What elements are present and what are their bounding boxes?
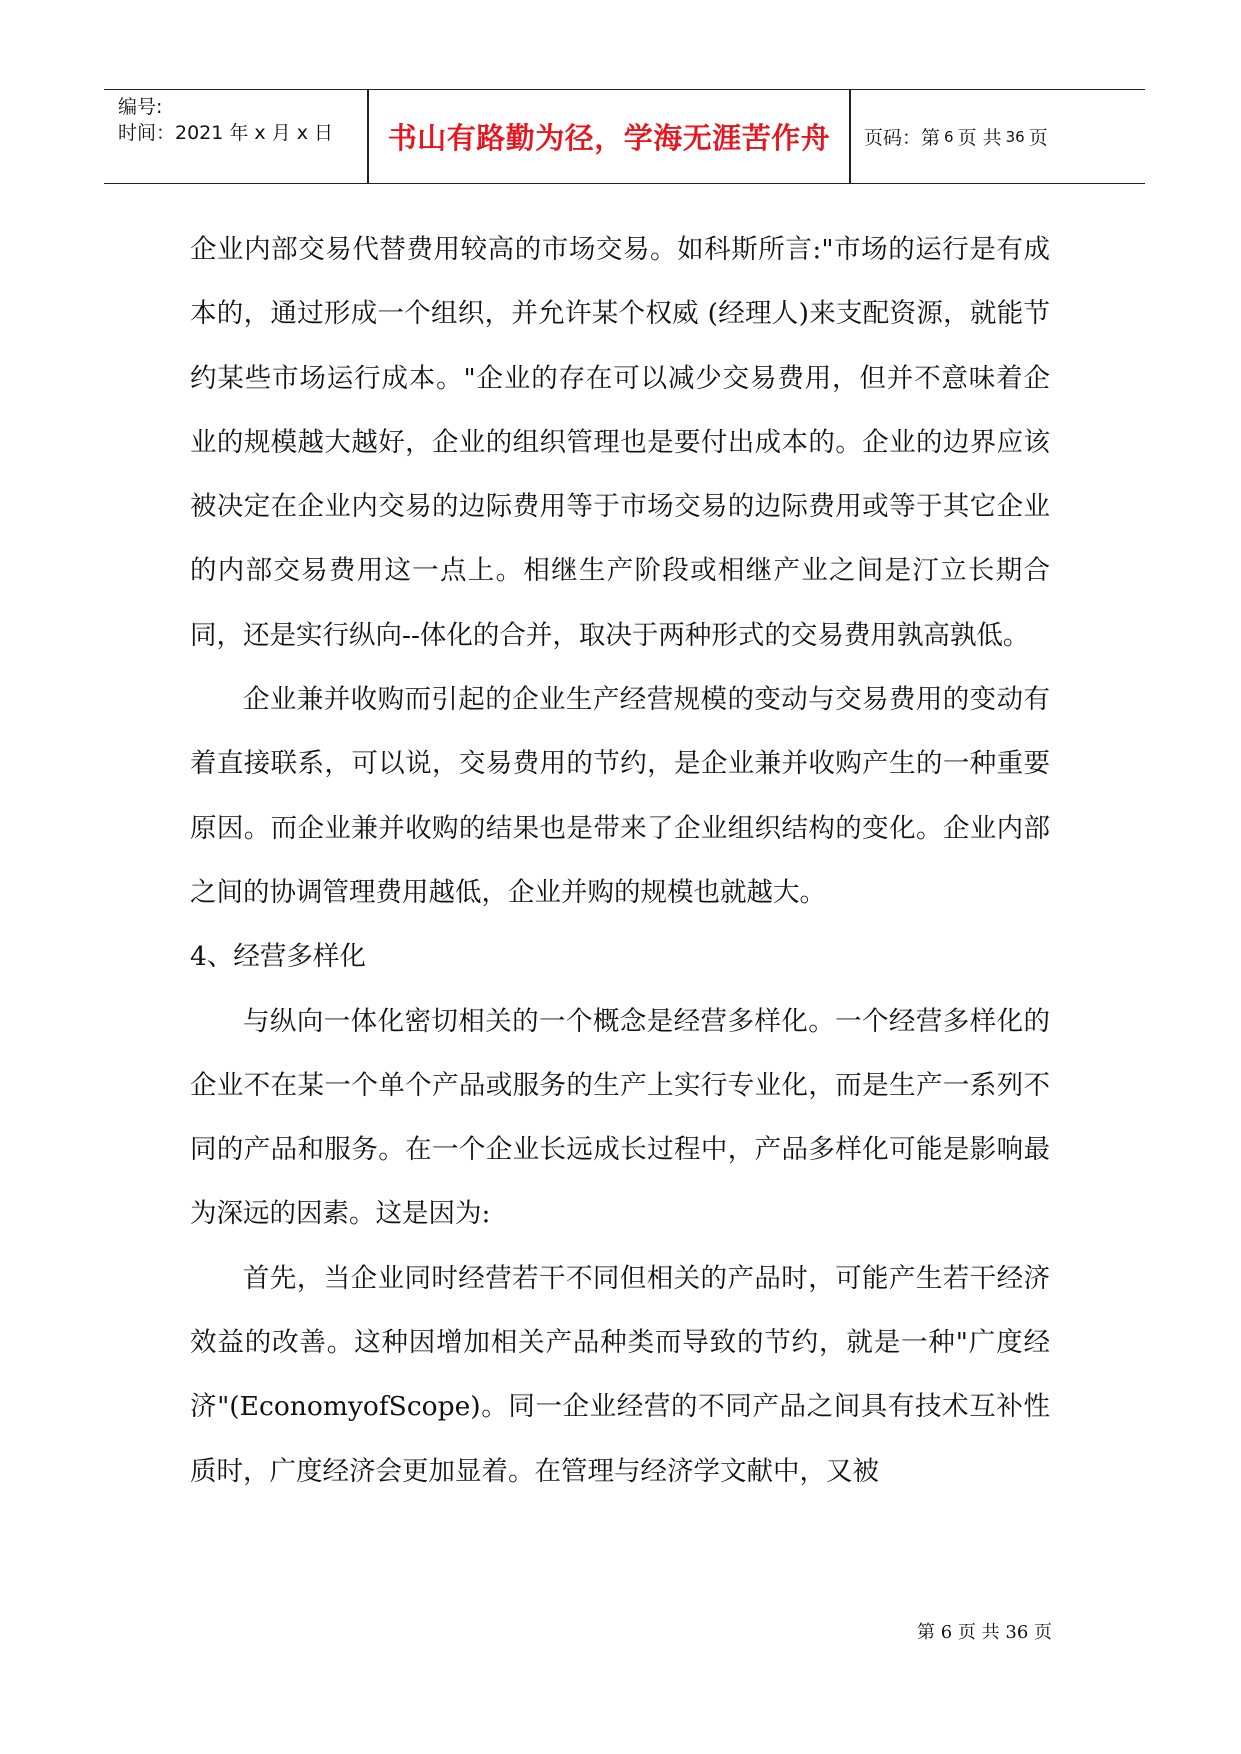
header-page-current: 6 [944,127,954,146]
page-header [104,89,1145,184]
header-divider [849,90,851,183]
paragraph: 与纵向一体化密切相关的一个概念是经营多样化。一个经营多样化的企业不在某一个单个产品或服务的生产上实行专业化，而是生产一系列不同的产品和服务。在一个企业长远成长过程中，产品多样化可能是影响最为深远的因素。这是因为: [190,1005,1050,1230]
paragraph: 首先，当企业同时经营若干不同但相关的产品时，可能产生若干经济效益的改善。这种因增加相关产品种类而导致的节约，就是一种"广度经济"(EconomyofScope)。同一企业经营的不同产品之间具有技术互补性质时，广度经济会更加显着。在管理与经济学文献中，又被 [190,1262,1050,1487]
paragraph: 企业内部交易代替费用较高的市场交易。如科斯所言:"市场的运行是有成本的，通过形成一个组织，并允许某个权威 (经理人)来支配资源，就能节约某些市场运行成本。"企业的存在可以减少交易费用，但并不意味着企业的规模越大越好，企业的组织管理也是要付出成本的。企业的边界应该被决定在企业内交易的边际费用等于市场交易的边际费用或等于其它企业的内部交易费用这一点上。相继生产阶段或相继产业之间是汀立长期合同，还是实行纵向--体化的合并，取决于两种形式的交易费用孰高孰低。 [190,234,1050,651]
header-page-suffix: 页 [1028,127,1048,149]
header-page-mid: 页 共 [957,127,1002,149]
paragraph: 企业兼并收购而引起的企业生产经营规模的变动与交易费用的变动有着直接联系，可以说，交易费用的节约，是企业兼并收购产生的一种重要原因。而企业兼并收购的结果也是带来了企业组织结构的变化。企业内部之间的协调管理费用越低，企业并购的规模也就越大。 [190,684,1050,908]
section-heading: 4、经营多样化 [190,941,366,973]
header-time: 时间：2021 年 x 月 x 日 [118,122,334,144]
header-page-prefix: 页码：第 [864,127,941,149]
page-footer: 第 6 页 共 36 页 [917,1622,1052,1643]
body-text [190,218,1050,1504]
header-number-label: 编号: [118,96,163,118]
header-page-total: 36 [1005,127,1025,146]
header-meta [118,94,363,146]
header-motto: 书山有路勤为径，学海无涯苦作舟 [387,121,831,155]
header-page-number [864,90,1048,183]
